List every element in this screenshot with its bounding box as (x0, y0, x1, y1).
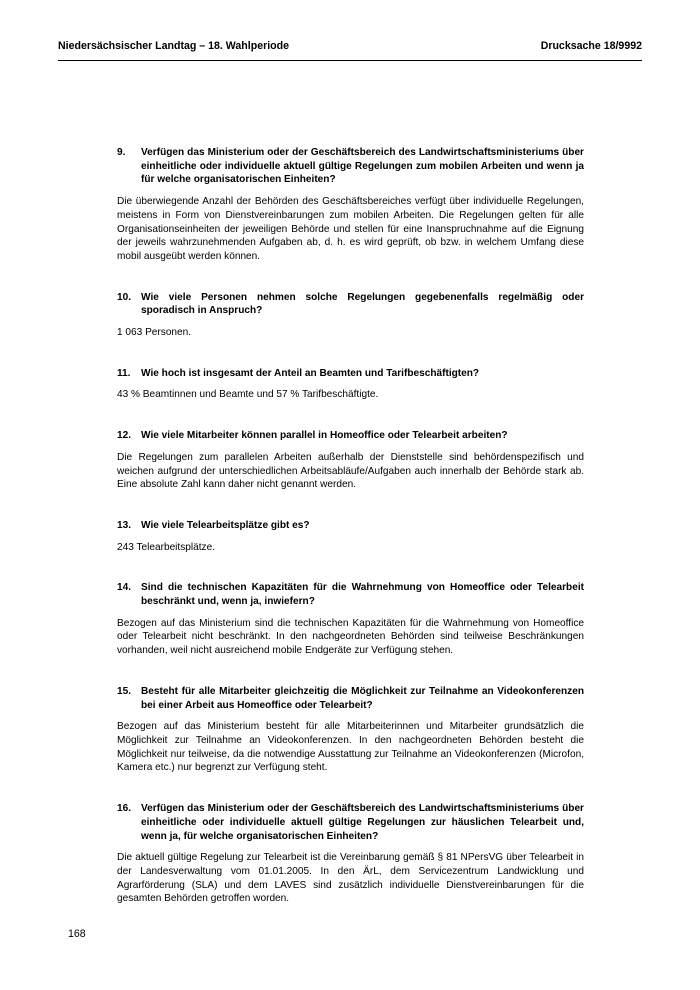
question (117, 519, 584, 533)
question-text: Verfügen das Ministerium oder der Geschäftsbereich des Landwirtschaftsministeriums über einheitliche oder individuelle aktuell gültige Regelungen zum mobilen Arbeiten und wenn ja für welche organisatorischen Einheiten? (141, 147, 584, 186)
question-text: Wie viele Mitarbeiter können parallel in Homeoffice oder Telearbeit arbeiten? (141, 430, 508, 442)
question-number: 16. (117, 803, 132, 815)
question-number: 14. (117, 582, 132, 594)
question-text: Verfügen das Ministerium oder der Geschäftsbereich des Landwirtschaftsministeriums über einheitliche oder individuelle aktuell gültige Regelungen zur häuslichen Telearbeit und, wenn ja, für welche organisatorischen Einheiten? (141, 803, 584, 842)
document-body (117, 146, 584, 933)
question-text: Besteht für alle Mitarbeiter gleichzeitig die Möglichkeit zur Teilnahme an Videokonferenzen bei einer Arbeit aus Homeoffice oder Telearbeit? (141, 685, 584, 711)
question-number: 12. (117, 430, 132, 442)
qa-item-13 (117, 519, 584, 554)
question-number: 10. (117, 291, 132, 303)
question-text: Sind die technischen Kapazitäten für die Wahrnehmung von Homeoffice oder Telearbeit beschränkt und, wenn ja, inwiefern? (141, 582, 584, 608)
question (117, 685, 584, 712)
qa-item-11 (117, 367, 584, 402)
qa-item-16 (117, 802, 584, 906)
page-header (58, 40, 642, 52)
question (117, 367, 584, 381)
question-text: Wie viele Telearbeitsplätze gibt es? (141, 519, 310, 531)
header-divider (58, 60, 642, 61)
qa-item-12 (117, 429, 584, 492)
question (117, 291, 584, 318)
qa-item-14 (117, 581, 584, 658)
answer-text: 1 063 Personen. (117, 327, 192, 339)
question (117, 146, 584, 187)
question (117, 581, 584, 608)
question (117, 429, 584, 443)
answer-text: Bezogen auf das Ministerium besteht für alle Mitarbeiterinnen und Mitarbeiter grundsätzlich die Möglichkeit zur Teilnahme an Videokonferenzen. In den nachgeordneten Behörden besteht die Möglichkeit nur teilweise, da die notwendige Ausstattung zur Teilnahme an Videokonferenzen (Microfon, Kamera etc.) nur begrenzt zur Verfügung steht. (117, 721, 584, 774)
answer-text: Die aktuell gültige Regelung zur Telearbeit ist die Vereinbarung gemäß § 81 NPersVG über Telearbeit in der Landesverwaltung vom 01.01.2005. In den ÄrL, dem Servicezentrum Landwicklung und Agrarförderung (SLA) und dem LAVES sind zusätzlich individuelle Dienstvereinbarungen für die gesamten Behörden getroffen worden. (117, 852, 584, 905)
question-number: 9. (117, 147, 126, 158)
question-text: Wie viele Personen nehmen solche Regelungen gegebenenfalls regelmäßig oder sporadisch in Anspruch? (141, 291, 584, 317)
header-title: Niedersächsischer Landtag – 18. Wahlperiode (58, 40, 289, 52)
answer-text: 243 Telearbeitsplätze. (117, 541, 216, 553)
answer-text: Die überwiegende Anzahl der Behörden des Geschäftsbereiches verfügt über individuelle Regelungen, meistens in Form von Dienstvereinbarungen zum mobilen Arbeiten. Die Regelungen gelten für alle Organisationseinheiten der jeweiligen Behörde und stellen für eine Inanspruchnahme auf die Eignung der jeweils wahrzunehmenden Aufgaben ab, d. h. es wird geprüft, ob bzw. in welchem Umfang diese mobil ausgeübt werden können. (117, 196, 584, 262)
answer-text: 43 % Beamtinnen und Beamte und 57 % Tarifbeschäftigte. (117, 389, 379, 401)
question-number: 11. (117, 367, 131, 379)
question-number: 13. (117, 519, 132, 531)
qa-item-15 (117, 685, 584, 775)
qa-item-10 (117, 291, 584, 340)
question-text: Wie hoch ist insgesamt der Anteil an Beamten und Tarifbeschäftigten? (141, 367, 480, 379)
header-document-number: Drucksache 18/9992 (540, 40, 642, 52)
page-number: 168 (68, 928, 86, 940)
answer-text: Die Regelungen zum parallelen Arbeiten außerhalb der Dienststelle sind behördenspezifisch und weichen aufgrund der unterschiedlichen Arbeitsabläufe/Aufgaben auch innerhalb der Behörde stark ab. Eine absolute Zahl kann daher nicht genannt werden. (117, 451, 584, 491)
question-number: 15. (117, 685, 132, 697)
qa-item-9 (117, 146, 584, 264)
question (117, 802, 584, 843)
answer-text: Bezogen auf das Ministerium sind die technischen Kapazitäten für die Wahrnehmung von Homeoffice oder Telearbeit nicht beschränkt. In den nachgeordneten Behörden sind teilweise Beschränkungen vorhanden, weil nicht ausreichend mobile Endgeräte zur Verfügung stehen. (117, 617, 584, 657)
